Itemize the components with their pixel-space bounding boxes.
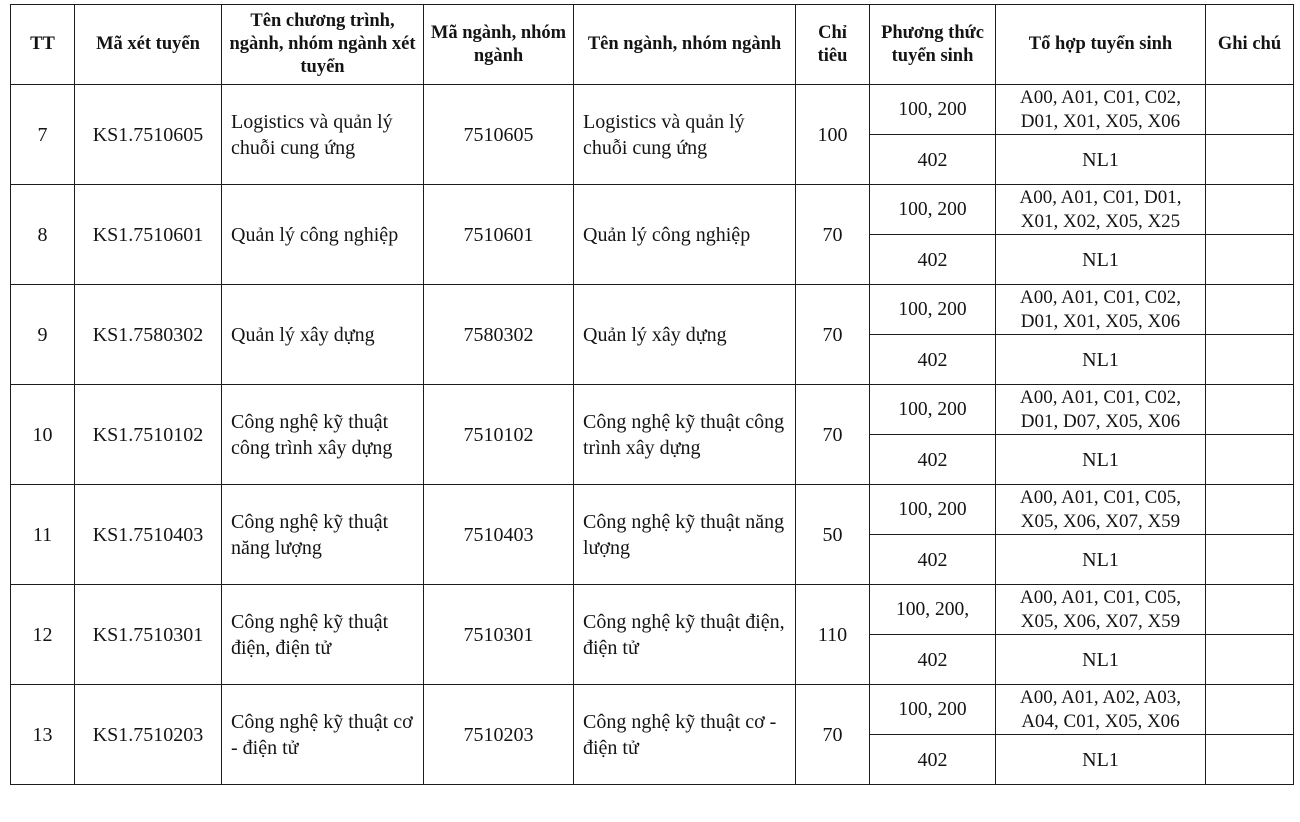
- header-ten-nganh: Tên ngành, nhóm ngành: [574, 5, 796, 85]
- header-to-hop: Tổ hợp tuyển sinh: [996, 5, 1206, 85]
- cell-ghi-chu: [1206, 585, 1294, 635]
- cell-ten-chuong-trinh: Logistics và quản lý chuỗi cung ứng: [222, 85, 424, 185]
- cell-combo-primary: A00, A01, C01, C02, D01, X01, X05, X06: [996, 285, 1206, 335]
- cell-tt: 7: [11, 85, 75, 185]
- cell-method-secondary: 402: [870, 235, 996, 285]
- cell-ghi-chu: [1206, 385, 1294, 435]
- cell-tt: 11: [11, 485, 75, 585]
- table-row: [11, 185, 1294, 235]
- cell-combo-primary: A00, A01, C01, C05, X05, X06, X07, X59: [996, 485, 1206, 535]
- cell-combo-secondary: NL1: [996, 235, 1206, 285]
- table-row: [11, 585, 1294, 635]
- cell-ghi-chu-secondary: [1206, 635, 1294, 685]
- cell-combo-secondary: NL1: [996, 735, 1206, 785]
- cell-method-primary: 100, 200: [870, 285, 996, 335]
- cell-ghi-chu-secondary: [1206, 535, 1294, 585]
- cell-method-primary: 100, 200: [870, 85, 996, 135]
- cell-ten-nganh: Quản lý xây dựng: [574, 285, 796, 385]
- cell-ma-xet-tuyen: KS1.7580302: [75, 285, 222, 385]
- header-ma-xet-tuyen: Mã xét tuyển: [75, 5, 222, 85]
- cell-tt: 12: [11, 585, 75, 685]
- cell-method-secondary: 402: [870, 535, 996, 585]
- cell-method-secondary: 402: [870, 635, 996, 685]
- cell-ghi-chu-secondary: [1206, 235, 1294, 285]
- cell-chi-tieu: 70: [796, 385, 870, 485]
- header-ma-nganh: Mã ngành, nhóm ngành: [424, 5, 574, 85]
- cell-combo-secondary: NL1: [996, 535, 1206, 585]
- cell-ghi-chu: [1206, 285, 1294, 335]
- cell-method-primary: 100, 200: [870, 185, 996, 235]
- cell-ma-xet-tuyen: KS1.7510203: [75, 685, 222, 785]
- cell-ma-xet-tuyen: KS1.7510605: [75, 85, 222, 185]
- cell-ten-nganh: Công nghệ kỹ thuật công trình xây dựng: [574, 385, 796, 485]
- cell-ghi-chu-secondary: [1206, 135, 1294, 185]
- cell-method-primary: 100, 200: [870, 685, 996, 735]
- cell-ma-xet-tuyen: KS1.7510102: [75, 385, 222, 485]
- cell-ma-nganh: 7510203: [424, 685, 574, 785]
- table-row: [11, 685, 1294, 735]
- cell-ma-xet-tuyen: KS1.7510301: [75, 585, 222, 685]
- cell-ten-chuong-trinh: Quản lý xây dựng: [222, 285, 424, 385]
- cell-chi-tieu: 110: [796, 585, 870, 685]
- cell-method-secondary: 402: [870, 135, 996, 185]
- cell-combo-primary: A00, A01, C01, C02, D01, X01, X05, X06: [996, 85, 1206, 135]
- cell-method-primary: 100, 200: [870, 485, 996, 535]
- cell-combo-secondary: NL1: [996, 135, 1206, 185]
- table-row: [11, 285, 1294, 335]
- cell-method-secondary: 402: [870, 735, 996, 785]
- admission-table: [10, 4, 1294, 785]
- header-ghi-chu: Ghi chú: [1206, 5, 1294, 85]
- cell-method-secondary: 402: [870, 335, 996, 385]
- cell-combo-primary: A00, A01, C01, C05, X05, X06, X07, X59: [996, 585, 1206, 635]
- table-row: [11, 85, 1294, 135]
- cell-chi-tieu: 100: [796, 85, 870, 185]
- cell-combo-primary: A00, A01, A02, A03, A04, C01, X05, X06: [996, 685, 1206, 735]
- cell-ten-chuong-trinh: Công nghệ kỹ thuật cơ - điện tử: [222, 685, 424, 785]
- cell-tt: 8: [11, 185, 75, 285]
- cell-ten-nganh: Công nghệ kỹ thuật điện, điện tử: [574, 585, 796, 685]
- cell-ghi-chu: [1206, 85, 1294, 135]
- cell-ghi-chu-secondary: [1206, 335, 1294, 385]
- table-row: [11, 485, 1294, 535]
- cell-ten-chuong-trinh: Công nghệ kỹ thuật công trình xây dựng: [222, 385, 424, 485]
- table-header-row: [11, 5, 1294, 85]
- cell-chi-tieu: 70: [796, 185, 870, 285]
- cell-ghi-chu: [1206, 185, 1294, 235]
- cell-ma-nganh: 7510605: [424, 85, 574, 185]
- cell-method-primary: 100, 200: [870, 385, 996, 435]
- table-row: [11, 385, 1294, 435]
- cell-tt: 13: [11, 685, 75, 785]
- cell-method-secondary: 402: [870, 435, 996, 485]
- cell-combo-secondary: NL1: [996, 335, 1206, 385]
- cell-ten-chuong-trinh: Quản lý công nghiệp: [222, 185, 424, 285]
- cell-ten-chuong-trinh: Công nghệ kỹ thuật điện, điện tử: [222, 585, 424, 685]
- cell-ma-nganh: 7580302: [424, 285, 574, 385]
- header-tt: TT: [11, 5, 75, 85]
- cell-combo-primary: A00, A01, C01, D01, X01, X02, X05, X25: [996, 185, 1206, 235]
- header-phuong-thuc: Phương thức tuyển sinh: [870, 5, 996, 85]
- cell-ma-nganh: 7510601: [424, 185, 574, 285]
- cell-ma-xet-tuyen: KS1.7510601: [75, 185, 222, 285]
- cell-tt: 9: [11, 285, 75, 385]
- cell-ghi-chu: [1206, 685, 1294, 735]
- cell-ten-nganh: Công nghệ kỹ thuật năng lượng: [574, 485, 796, 585]
- cell-ma-nganh: 7510403: [424, 485, 574, 585]
- cell-combo-secondary: NL1: [996, 435, 1206, 485]
- cell-method-primary: 100, 200,: [870, 585, 996, 635]
- cell-ma-xet-tuyen: KS1.7510403: [75, 485, 222, 585]
- header-ten-chuong-trinh: Tên chương trình, ngành, nhóm ngành xét tuyển: [222, 5, 424, 85]
- cell-ma-nganh: 7510102: [424, 385, 574, 485]
- cell-combo-secondary: NL1: [996, 635, 1206, 685]
- cell-chi-tieu: 70: [796, 285, 870, 385]
- cell-chi-tieu: 50: [796, 485, 870, 585]
- cell-ghi-chu-secondary: [1206, 735, 1294, 785]
- cell-ten-nganh: Logistics và quản lý chuỗi cung ứng: [574, 85, 796, 185]
- cell-ghi-chu: [1206, 485, 1294, 535]
- cell-ten-nganh: Công nghệ kỹ thuật cơ - điện tử: [574, 685, 796, 785]
- cell-ma-nganh: 7510301: [424, 585, 574, 685]
- cell-ten-nganh: Quản lý công nghiệp: [574, 185, 796, 285]
- header-chi-tieu: Chỉ tiêu: [796, 5, 870, 85]
- cell-ten-chuong-trinh: Công nghệ kỹ thuật năng lượng: [222, 485, 424, 585]
- cell-chi-tieu: 70: [796, 685, 870, 785]
- cell-tt: 10: [11, 385, 75, 485]
- cell-combo-primary: A00, A01, C01, C02, D01, D07, X05, X06: [996, 385, 1206, 435]
- admission-table-sheet: [10, 4, 1294, 785]
- cell-ghi-chu-secondary: [1206, 435, 1294, 485]
